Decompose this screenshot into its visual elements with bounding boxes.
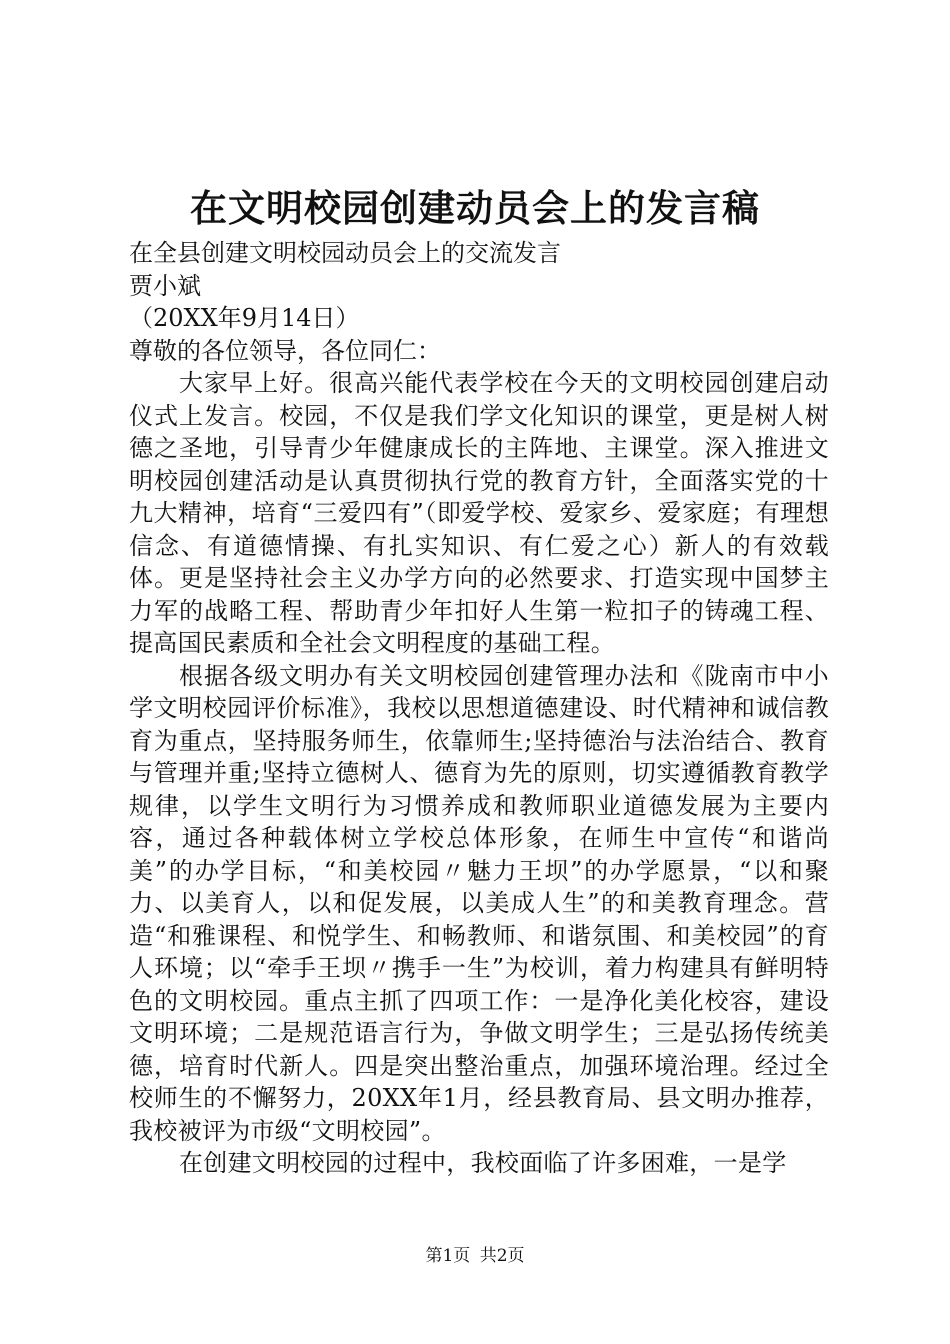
document-author: 贾小斌 — [129, 271, 201, 300]
paragraph-2: 根据各级文明办有关文明校园创建管理办法和《陇南市中小学文明校园评价标准》，我校以思想道德建设、时代精神和诚信教育为重点，坚持服务师生，依靠师生;坚持德治与法治结合、教育与管理并重;坚持立德树人、德育为先的原则，切实遵循教育教学规律，以学生文明行为习惯养成和教师职业道德发展为主要内容，通过各种载体树立学校总体形象，在师生中宣传“和谐尚美”的办学目标，“和美校园〃魅力王坝”的办学愿景，“以和聚力、以美育人，以和促发展，以美成人生”的和美教育理念。营造“和雅课程、和悦学生、和畅教师、和谐氛围、和美校园”的育人环境；以“牵手王坝〃携手一生”为校训，着力构建具有鲜明特色的文明校园。重点主抓了四项工作：一是净化美化校容，建设文明环境；二是规范语言行为，争做文明学生；三是弘扬传统美德，培育时代新人。四是突出整治重点，加强环境治理。经过全校师生的不懈努力，20XX年1月，经县教育局、县文明办推荐，我校被评为市级“文明校园”。 — [129, 661, 829, 1145]
document-body — [129, 237, 829, 1180]
document-subtitle: 在全县创建文明校园动员会上的交流发言 — [129, 239, 561, 267]
document-date: （20XX年9月14日） — [129, 304, 360, 332]
document-title: 在文明校园创建动员会上的发言稿 — [190, 186, 760, 230]
page-footer: 第1页 共2页 — [425, 1246, 525, 1266]
document-salutation: 尊敬的各位领导，各位同仁： — [129, 336, 441, 365]
paragraph-3: 在创建文明校园的过程中，我校面临了许多困难，一是学 — [179, 1149, 787, 1177]
paragraph-1: 大家早上好。很高兴能代表学校在今天的文明校园创建启动仪式上发言。校园，不仅是我们学文化知识的课堂，更是树人树德之圣地，引导青少年健康成长的主阵地、主课堂。深入推进文明校园创建活动是认真贯彻执行党的教育方针，全面落实党的十九大精神，培育“三爱四有”（即爱学校、爱家乡、爱家庭；有理想信念、有道德情操、有扎实知识、有仁爱之心）新人的有效载体。更是坚持社会主义办学方向的必然要求、打造实现中国梦主力军的战略工程、帮助青少年扣好人生第一粒扣子的铸魂工程、提高国民素质和全社会文明程度的基础工程。 — [129, 369, 829, 657]
